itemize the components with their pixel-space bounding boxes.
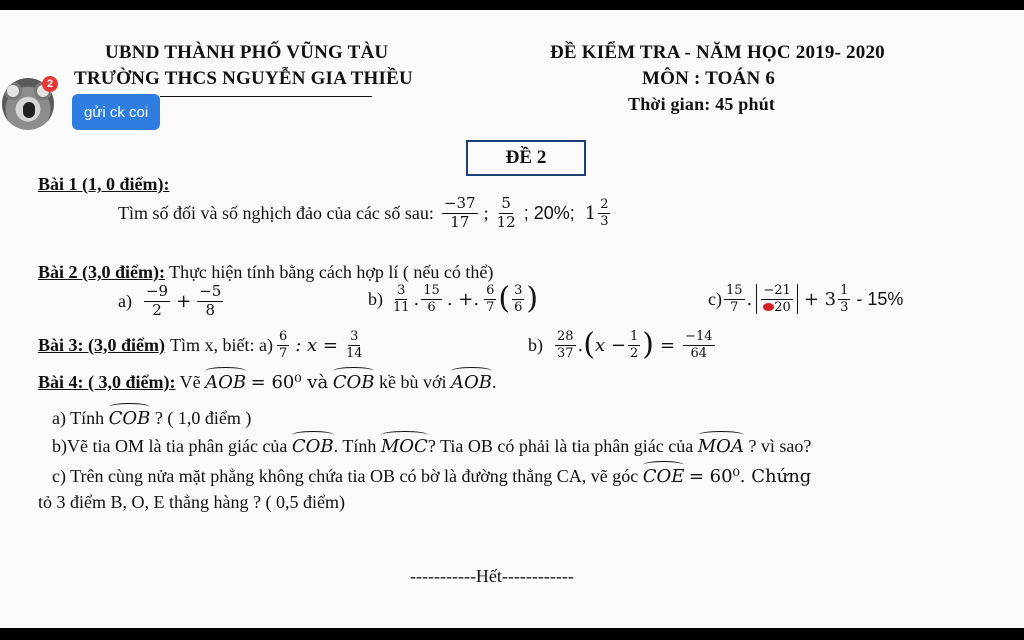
bai1-percent: ; 20%; [523,202,575,223]
header-left-line1: UBND THÀNH PHỐ VŨNG TÀU [105,42,389,63]
bai2-text: Thực hiện tính bằng cách hợp lí ( nếu có thể) [169,262,494,282]
bai1-mixed-frac: $\frac{2}{3}$ [600,197,609,229]
bai4-part-b: b)Vẽ tia OM là tia phân giác của COB. Tính MOC? Tia OB có phải là tia phân giác của MOA ? vì sao? [52,436,812,457]
bai3-title: Bài 3: (3,0 điểm) [38,334,165,355]
chat-message-text: gửi ck coi [84,103,149,121]
header-right-line1: ĐỀ KIỂM TRA - NĂM HỌC 2019- 2020 [550,42,885,63]
exam-code-box [466,140,586,176]
angle-cob: COB [332,372,375,393]
bai2-part-a: a) $\frac{-9}{2}$ + $\frac{-5}{8}$ [118,282,222,319]
angle-aob: AOB [205,372,247,393]
bai1-text: Tìm số đối và số nghịch đảo của các số sau: [118,202,434,223]
koala-ear-left-icon [4,82,22,100]
bai1-frac1: $\frac{-37}{17}$ [443,194,476,231]
chat-message-bubble[interactable] [72,94,160,130]
bai4-part-c-line2: tỏ 3 điểm B, O, E thẳng hàng ? ( 0,5 điểm) [38,492,345,512]
bai4-heading: Bài 4: ( 3,0 điểm): Vẽ AOB = 60⁰ và COB kề bù với AOB. [38,372,497,393]
bai2-part-c: c) $\frac{15}{7}$ . $\frac{-21}{20}$ + 3 $\frac{1}{3}$ - 15% [708,283,904,315]
exam-code: ĐỀ 2 [505,147,547,168]
chat-unread-badge: 2 [42,76,58,92]
bai1-body [118,196,612,231]
footer-end: -----------Hết------------ [410,566,574,586]
bai3-part-b: b) $\frac{28}{37}$ . ( x − $\frac{1}{2}$ ) = $\frac{-14}{64}$ [528,327,713,363]
bai2-title: Bài 2 (3,0 điểm): [38,262,165,282]
header-right-line2: MÔN : TOÁN 6 [642,68,776,89]
header-right-line3: Thời gian: 45 phút [628,94,776,114]
bai3-row: Bài 3: (3,0 điểm) Tìm x, biết: a) $\frac{6}{7}$ : x = $\frac{3}{14}$ [38,329,363,361]
header-underline [160,96,372,97]
bai1-frac2: $\frac{5}{12}$ [496,194,516,231]
red-mark-icon [763,303,774,311]
bai1-mixed-whole: 1 [584,202,597,224]
bai2-heading [38,262,493,283]
bai1-sep: ; [483,202,489,223]
angle-aob-2: AOB [450,372,492,393]
bai4-title: Bài 4: ( 3,0 điểm): [38,372,176,392]
header-left-line2: TRƯỜNG THCS NGUYỄN GIA THIỀU [74,68,413,89]
koala-nose-icon [23,102,35,118]
bai2-part-b: b) $\frac{3}{11}$ . $\frac{15}{6}$ . +. $\frac{6}{7}$ ( $\frac{3}{6}$ ) [368,281,539,317]
bai3-text: Tìm x, biết: a) [169,334,273,355]
exam-page [0,10,1024,628]
bai4-part-c: c) Trên cùng nửa mặt phẳng không chứa tia OB có bờ là đường thẳng CA, vẽ góc COE = 60⁰. Chứng [52,466,812,487]
bai1-title: Bài 1 (1, 0 điểm): [38,174,170,194]
bai4-part-a: a) Tính COB ? ( 1,0 điểm ) [52,408,252,429]
